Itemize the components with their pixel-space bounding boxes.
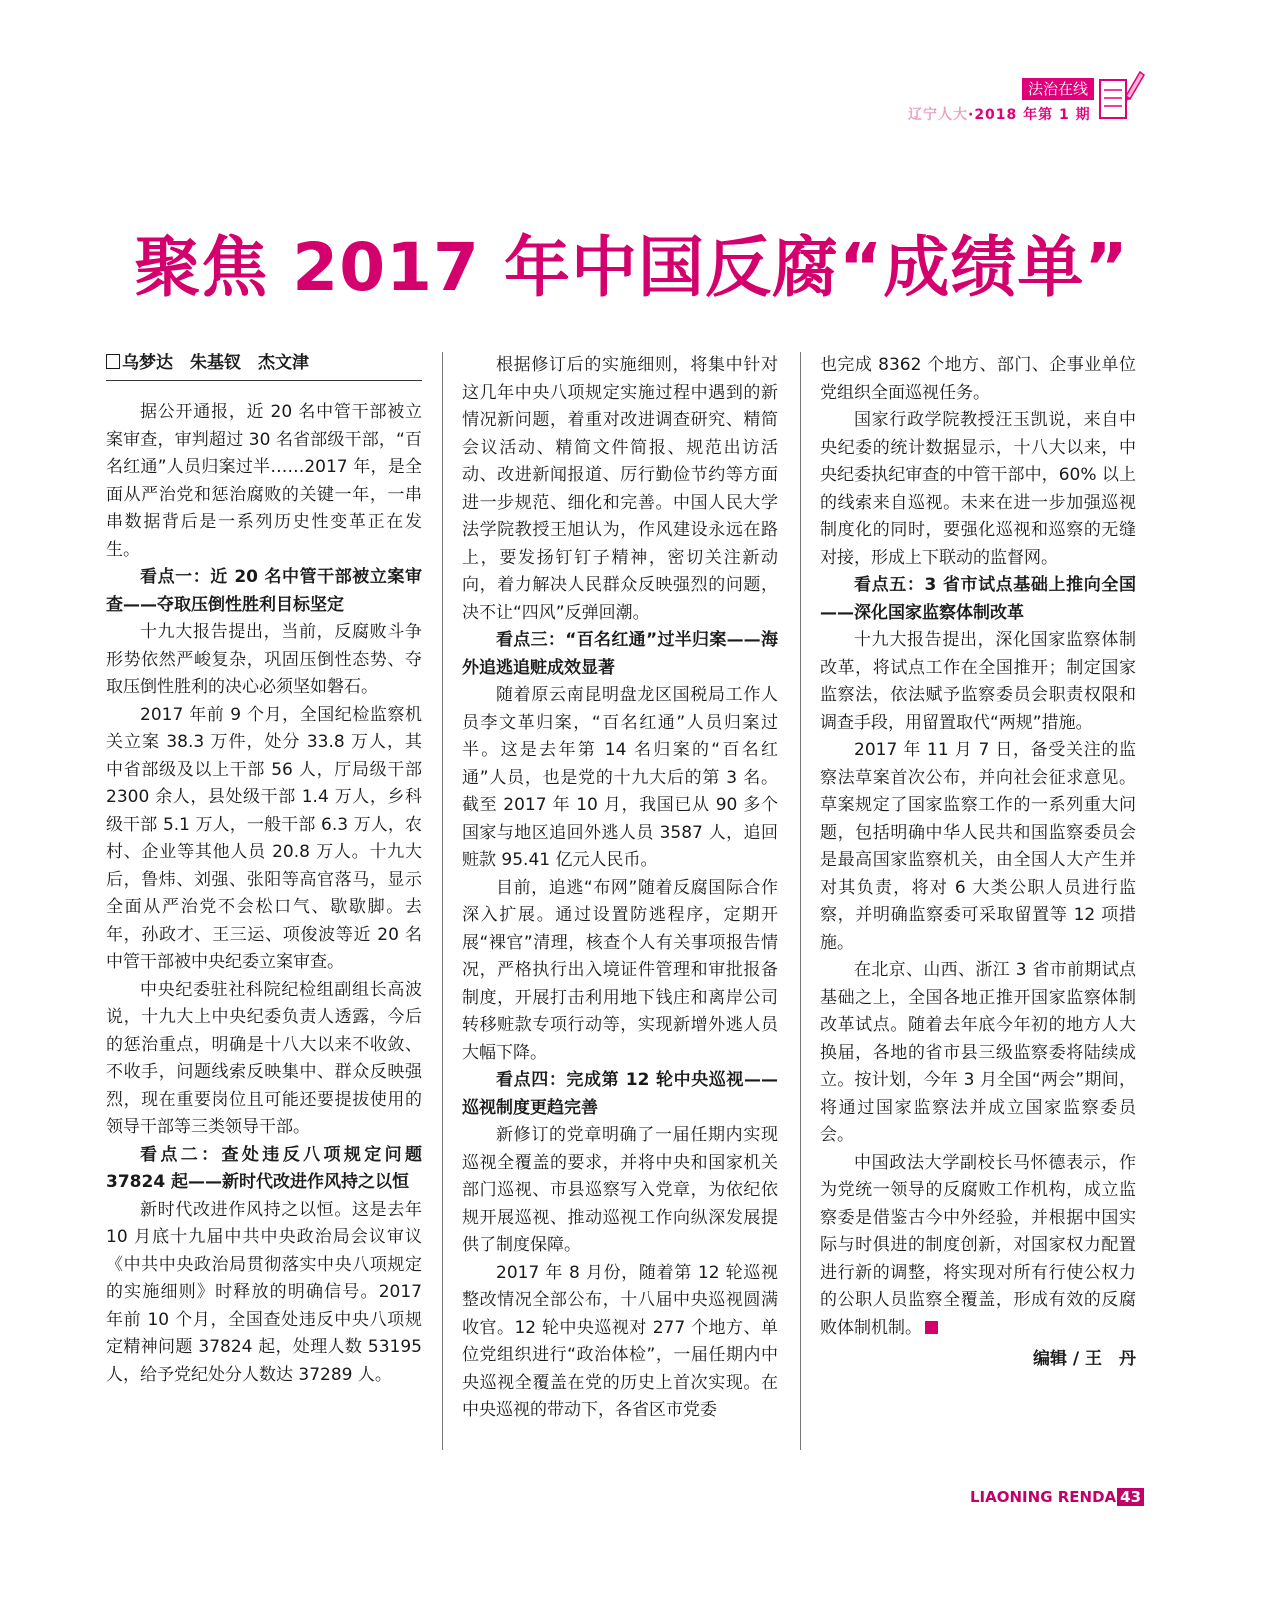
paragraph: 十九大报告提出，当前，反腐败斗争形势依然严峻复杂，巩固压倒性态势、夺取压倒性胜利的决心必须坚如磐石。 (106, 622, 422, 697)
byline (106, 352, 422, 381)
column-2 (462, 352, 778, 1425)
paragraph (820, 1150, 1136, 1343)
paragraph: 2017 年前 9 个月，全国纪检监察机关立案 38.3 万件，处分 33.8 万人，其中省部级及以上干部 56 人，厅局级干部 2300 余人，县处级干部 1.4 万人，乡科级干部 5.1 万人，一般干部 6.3 万人，农村、企业等其他人员 20.8 万人。十九大后，鲁炜、刘强、张阳等高官落马，显示全面从严治党不会松口气、歇歇脚。去年，孙政才、王三运、项俊波等近 20 名中管干部被中央纪委立案审查。 (106, 704, 422, 972)
paragraph: 新时代改进作风持之以恒。这是去年 10 月底十九届中共中央政治局会议审议《中共中央政治局贯彻落实中央八项规定的实施细则》时释放的明确信号。2017 年前 10 个月，全国查处违反中央八项规定精神问题 37824 起，处理人数 53195 人，给予党纪处分人数达 37289 人。 (106, 1199, 422, 1385)
subheading: 看点三：“百名红通”过半归案——海外追逃追赃成效显著 (462, 630, 778, 678)
column-1 (106, 352, 422, 1389)
pencil-icon (1096, 66, 1146, 126)
paragraph: 根据修订后的实施细则，将集中针对这几年中央八项规定实施过程中遇到的新情况新问题，着重对改进调查研究、精简会议活动、精简文件简报、规范出访活动、改进新闻报道、厉行勤俭节约等方面进一步规范、细化和完善。中国人民大学法学院教授王旭认为，作风建设永远在路上，要发扬钉钉子精神，密切关注新动向，着力解决人民群众反映强烈的问题，决不让“四风”反弹回潮。 (462, 355, 778, 623)
byline-box-icon (106, 354, 120, 369)
paragraph: 也完成 8362 个地方、部门、企事业单位党组织全面巡视任务。 (820, 355, 1136, 403)
subheading: 看点五：3 省市试点基础上推向全国——深化国家监察体制改革 (820, 575, 1136, 623)
editor-credit: 编辑 / 王 丹 (1032, 1349, 1136, 1369)
paragraph: 随着原云南昆明盘龙区国税局工作人员李文革归案，“百名红通”人员归案过半。这是去年第 14 名归案的“百名红通”人员，也是党的十九大后的第 3 名。截至 2017 年 10 月，我国已从 90 多个国家与地区追回外逃人员 3587 人，追回赃款 95.41 亿元人民币。 (462, 685, 778, 870)
paragraph: 在北京、山西、浙江 3 省市前期试点基础之上，全国各地正推开国家监察体制改革试点。随着去年底今年初的地方人大换届，各地的省市县三级监察委将陆续成立。按计划，今年 3 月全国“两会”期间，将通过国家监察法并成立国家监察委员会。 (820, 960, 1136, 1145)
subheading: 看点四：完成第 12 轮中央巡视——巡视制度更趋完善 (462, 1070, 778, 1118)
footer-magazine: LIAONING RENDA (970, 1488, 1117, 1506)
magazine-name: 辽宁人大 (908, 107, 968, 123)
column-3 (820, 352, 1136, 1374)
paragraph: 2017 年 11 月 7 日，备受关注的监察法草案首次公布，并向社会征求意见。草案规定了国家监察工作的一系列重大问题，包括明确中华人民共和国监察委员会是最高国家监察机关，由全国人大产生并对其负责，将对 6 大类公职人员进行监察，并明确监察委可采取留置等 12 项措施。 (820, 740, 1136, 953)
issue-line (908, 104, 1091, 124)
paragraph: 国家行政学院教授汪玉凯说，来自中央纪委的统计数据显示，十八大以来，中央纪委执纪审查的中管干部中，60% 以上的线索来自巡视。未来在进一步加强巡视制度化的同时，要强化巡视和巡察的无缝对接，形成上下联动的监督网。 (820, 410, 1136, 568)
article-title: 聚焦 2017 年中国反腐“成绩单” (134, 229, 1129, 306)
end-mark-icon (925, 1321, 938, 1334)
subheading: 看点一：近 20 名中管干部被立案审查——夺取压倒性胜利目标坚定 (106, 567, 422, 615)
issue-number: ·2018 年第 1 期 (968, 107, 1091, 123)
closing-text: 中国政法大学副校长马怀德表示，作为党统一领导的反腐败工作机构，成立监察委是借鉴古今中外经验，并根据中国实际与时俱进的制度创新，对国家权力配置进行新的调整，将实现对所有行使公权力的公职人员监察全覆盖，形成有效的反腐败体制机制。 (820, 1152, 1136, 1338)
byline-authors: 乌梦达 朱基钗 杰文津 (122, 353, 309, 373)
page-number: 43 (1117, 1488, 1144, 1506)
column-divider (800, 352, 801, 1450)
paragraph: 中央纪委驻社科院纪检组副组长高波说，十九大上中央纪委负责人透露，今后的惩治重点，明确是十八大以来不收敛、不收手，问题线索反映集中、群众反映强烈，现在重要岗位且可能还要提拔使用的领导干部等三类领导干部。 (106, 979, 422, 1137)
paragraph: 据公开通报，近 20 名中管干部被立案审查，审判超过 30 名省部级干部，“百名红通”人员归案过半……2017 年，是全面从严治党和惩治腐败的关键一年，一串串数据背后是一系列历史性变革正在发生。 (106, 402, 422, 560)
paragraph: 2017 年 8 月份，随着第 12 轮巡视整改情况全部公布，十八届中央巡视圆满收官。12 轮中央巡视对 277 个地方、单位党组织进行“政治体检”，一届任期内中央巡视全覆盖在党的历史上首次实现。在中央巡视的带动下，各省区市党委 (462, 1262, 778, 1420)
paragraph: 目前，追逃“布网”随着反腐国际合作深入扩展。通过设置防逃程序，定期开展“裸官”清理，核查个人有关事项报告情况，严格执行出入境证件管理和审批报备制度，开展打击利用地下钱庄和离岸公司转移赃款专项行动等，实现新增外逃人员大幅下降。 (462, 877, 778, 1063)
subheading: 看点二：查处违反八项规定问题 37824 起——新时代改进作风持之以恒 (106, 1144, 422, 1192)
paragraph: 十九大报告提出，深化国家监察体制改革，将试点工作在全国推开；制定国家监察法，依法赋予监察委员会职责权限和调查手段，用留置取代“两规”措施。 (820, 630, 1136, 733)
section-tag: 法治在线 (1022, 78, 1094, 100)
column-divider (442, 352, 443, 1450)
page-footer (970, 1488, 1144, 1506)
paragraph: 新修订的党章明确了一届任期内实现巡视全覆盖的要求，并将中央和国家机关部门巡视、市县巡察写入党章，为依纪依规开展巡视、推动巡视工作向纵深发展提供了制度保障。 (462, 1125, 778, 1255)
